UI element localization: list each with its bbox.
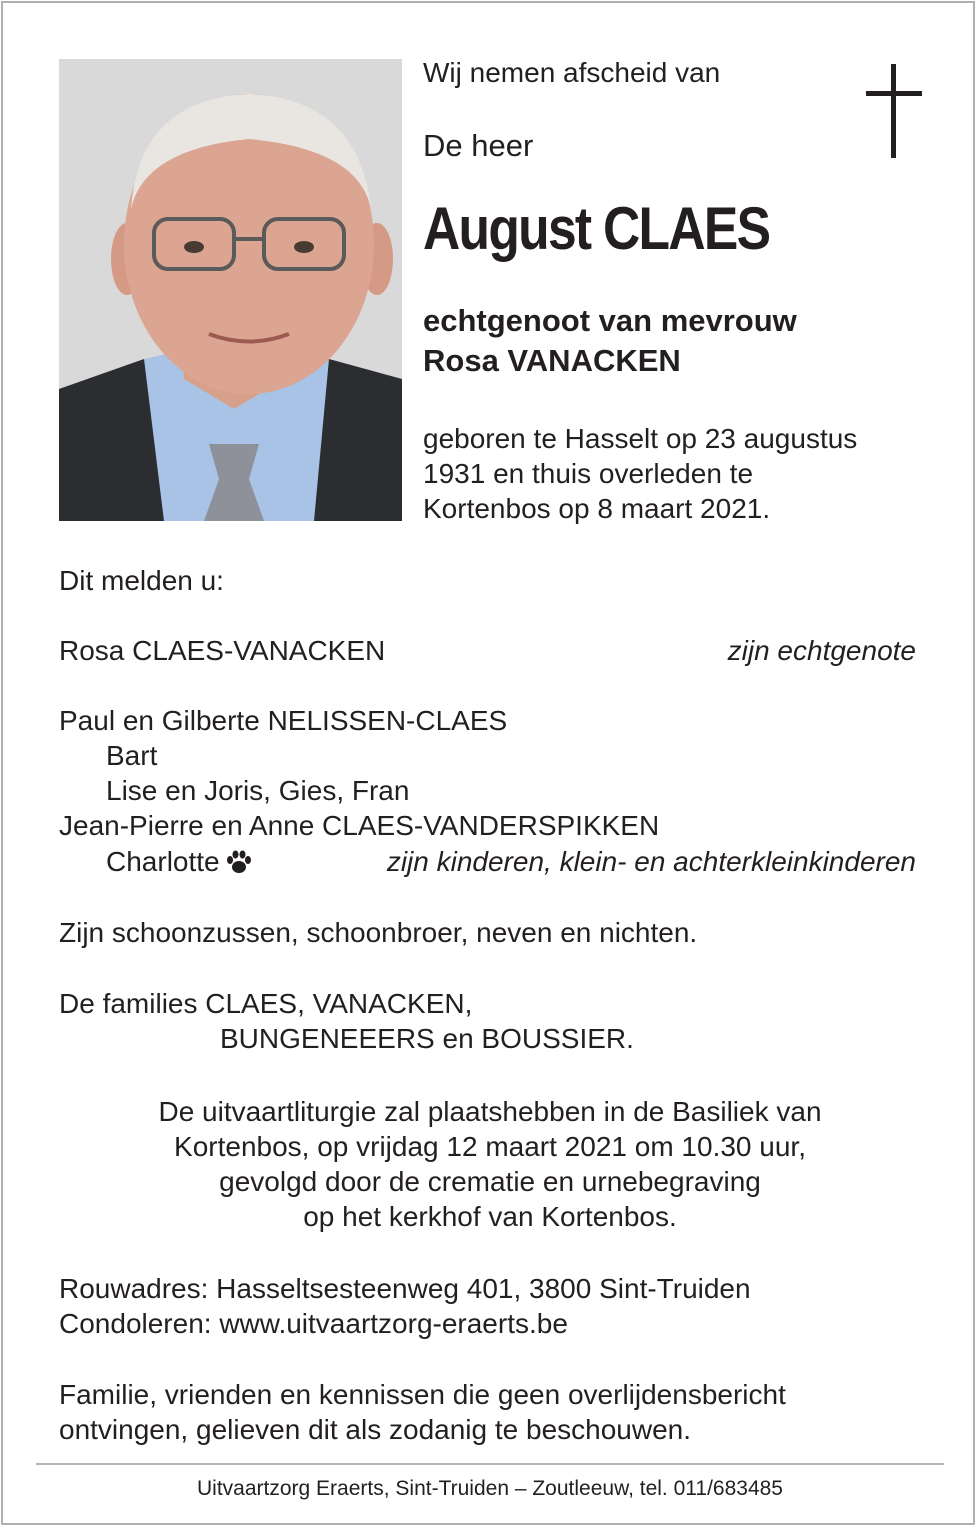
- family-line-3: Lise en Joris, Gies, Fran: [106, 775, 410, 806]
- in-laws-line: Zijn schoonzussen, schoonbroer, neven en nichten.: [59, 917, 698, 948]
- closing-line-1: Familie, vrienden en kennissen die geen overlijdensbericht: [59, 1379, 786, 1410]
- footer-divider: [36, 1463, 944, 1465]
- spouse-line-2: Rosa VANACKEN: [423, 343, 681, 378]
- funeral-line-2: Kortenbos, op vrijdag 12 maart 2021 om 10.30 uur,: [174, 1131, 806, 1162]
- mourning-address: Rouwadres: Hasseltsesteenweg 401, 3800 Sint-Truiden: [59, 1273, 751, 1304]
- family-line-5: Charlotte: [106, 846, 220, 877]
- closing-line-2: ontvingen, gelieven dit als zodanig te beschouwen.: [59, 1414, 691, 1445]
- children-relation: zijn kinderen, klein- en achterkleinkinderen: [386, 846, 916, 877]
- families-line-1: De families CLAES, VANACKEN,: [59, 988, 473, 1019]
- birth-line-3: Kortenbos op 8 maart 2021.: [423, 493, 771, 524]
- cross-icon: [866, 64, 922, 158]
- spouse-line-1: echtgenoot van mevrouw: [423, 303, 797, 338]
- paw-print-icon: [226, 847, 252, 882]
- birth-line-2: 1931 en thuis overleden te: [423, 458, 754, 489]
- funeral-line-4: op het kerkhof van Kortenbos.: [303, 1201, 677, 1232]
- condolence-website[interactable]: Condoleren: www.uitvaartzorg-eraerts.be: [59, 1308, 568, 1339]
- family-line-5-row: [106, 844, 252, 882]
- family-line-4: Jean-Pierre en Anne CLAES-VANDERSPIKKEN: [59, 810, 660, 841]
- deceased-name: August CLAES: [423, 195, 770, 262]
- spouse-name: Rosa CLAES-VANACKEN: [59, 635, 386, 666]
- announcement-intro: Dit melden u:: [59, 565, 224, 596]
- family-line-2: Bart: [106, 740, 158, 771]
- birth-line-1: geboren te Hasselt op 23 augustus: [423, 423, 858, 454]
- family-line-1: Paul en Gilberte NELISSEN-CLAES: [59, 705, 508, 736]
- portrait-illustration: [59, 59, 402, 521]
- spouse-relation: zijn echtgenote: [727, 635, 916, 666]
- intro-text: Wij nemen afscheid van: [423, 57, 721, 88]
- honorific: De heer: [423, 128, 534, 163]
- funeral-line-1: De uitvaartliturgie zal plaatshebben in de Basiliek van: [158, 1096, 822, 1127]
- families-line-2: BUNGENEEERS en BOUSSIER.: [220, 1023, 634, 1054]
- funeral-home-footer: Uitvaartzorg Eraerts, Sint-Truiden – Zoutleeuw, tel. 011/683485: [197, 1477, 783, 1500]
- portrait-photo: [59, 59, 402, 521]
- funeral-line-3: gevolgd door de crematie en urnebegraving: [219, 1166, 761, 1197]
